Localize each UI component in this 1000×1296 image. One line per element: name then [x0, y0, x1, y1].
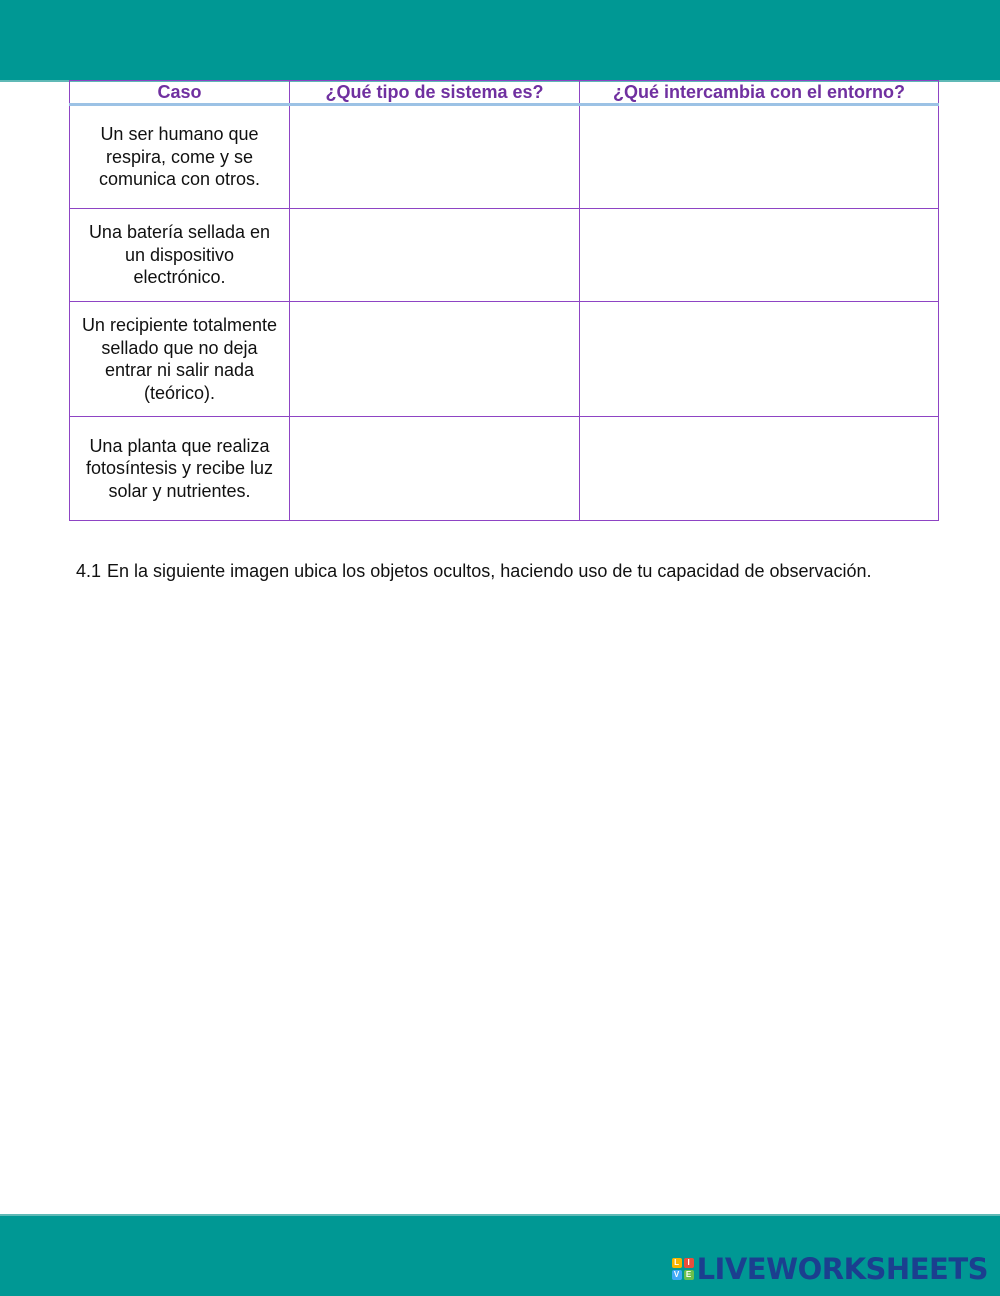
exchange-answer-cell[interactable] — [580, 302, 939, 417]
table-row — [70, 209, 939, 302]
logo-mark-icon — [672, 1258, 694, 1280]
table-row — [70, 417, 939, 521]
exchange-answer-cell[interactable] — [580, 209, 939, 302]
column-header-intercambio: ¿Qué intercambia con el entorno? — [580, 81, 939, 105]
table-row — [70, 105, 939, 209]
case-cell: Un ser humano que respira, come y se comunica con otros. — [70, 105, 290, 209]
logo-letter-v: V — [672, 1270, 682, 1280]
systems-table — [69, 80, 939, 521]
instruction-text: En la siguiente imagen ubica los objetos ocultos, haciendo uso de tu capacidad de observación. — [107, 561, 872, 581]
header-band — [0, 0, 1000, 82]
case-cell: Una batería sellada en un dispositivo electrónico. — [70, 209, 290, 302]
case-cell: Una planta que realiza fotosíntesis y recibe luz solar y nutrientes. — [70, 417, 290, 521]
liveworksheets-logo — [672, 1252, 988, 1286]
logo-wordmark: LIVEWORKSHEETS — [696, 1252, 988, 1286]
case-cell: Un recipiente totalmente sellado que no deja entrar ni salir nada (teórico). — [70, 302, 290, 417]
system-type-answer-cell[interactable] — [290, 105, 580, 209]
table-row — [70, 302, 939, 417]
system-type-answer-cell[interactable] — [290, 209, 580, 302]
exchange-answer-cell[interactable] — [580, 417, 939, 521]
table-header-row — [70, 81, 939, 105]
logo-letter-l: L — [672, 1258, 682, 1268]
footer-band — [0, 1214, 1000, 1296]
exchange-answer-cell[interactable] — [580, 105, 939, 209]
logo-letter-e: E — [684, 1270, 694, 1280]
column-header-caso: Caso — [70, 81, 290, 105]
instruction-number: 4.1 — [76, 561, 102, 581]
logo-letter-i: I — [684, 1258, 694, 1268]
system-type-answer-cell[interactable] — [290, 417, 580, 521]
instruction-paragraph — [76, 561, 956, 582]
system-type-answer-cell[interactable] — [290, 302, 580, 417]
column-header-tipo: ¿Qué tipo de sistema es? — [290, 81, 580, 105]
